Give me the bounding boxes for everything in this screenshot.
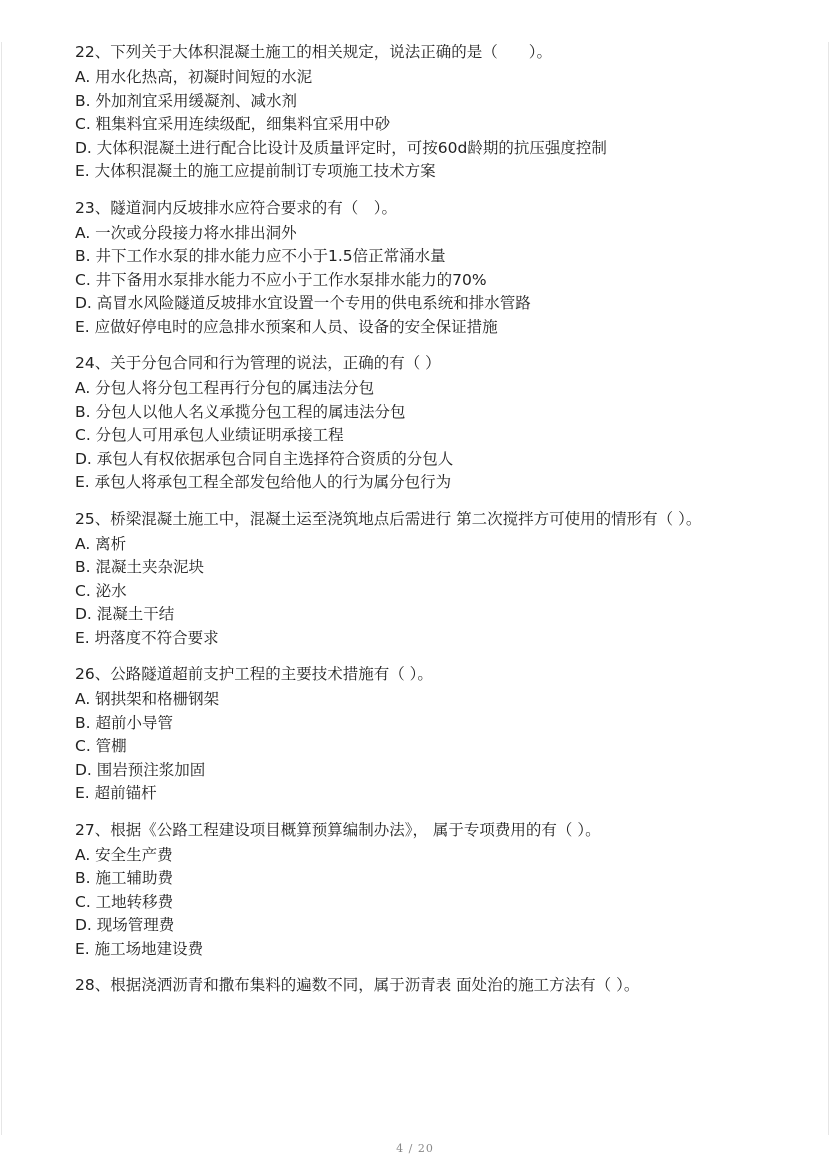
option-d: D. 现场管理费	[75, 916, 175, 934]
question-23	[75, 196, 735, 340]
option-a: A. 分包人将分包工程再行分包的属违法分包	[75, 379, 375, 397]
option-c: C. 分包人可用承包人业绩证明承接工程	[75, 426, 344, 444]
option-d: D. 混凝土干结	[75, 605, 175, 623]
option-c: C. 工地转移费	[75, 892, 174, 911]
option-b: B. 井下工作水泵的排水能力应不小于1.5倍正常涌水量	[75, 247, 446, 265]
option-c: C. 粗集料宜采用连续级配，细集料宜采用中砂	[75, 115, 391, 133]
option-c: C. 井下备用水泵排水能力不应小于工作水泵排水能力的70%	[75, 270, 487, 289]
option-c: C. 管棚	[75, 737, 127, 755]
option-a: A. 安全生产费	[75, 845, 173, 864]
option-e: E. 承包人将承包工程全部发包给他人的行为属分包行为	[75, 473, 452, 491]
question-25	[75, 507, 735, 651]
option-d: D. 高冒水风险隧道反坡排水宜设置一个专用的供电系统和排水管路	[75, 294, 531, 312]
option-e: E. 坍落度不符合要求	[75, 628, 219, 647]
option-d: D. 大体积混凝土进行配合比设计及质量评定时，可按60d龄期的抗压强度控制	[75, 138, 607, 157]
question-22	[75, 40, 735, 184]
option-c: C. 泌水	[75, 581, 127, 600]
question-stem: 27、根据《公路工程建设项目概算预算编制办法》， 属于专项费用的有（ ）。	[75, 820, 601, 839]
option-e: E. 大体积混凝土的施工应提前制订专项施工技术方案	[75, 162, 436, 180]
option-b: B. 超前小导管	[75, 713, 173, 732]
option-e: E. 应做好停电时的应急排水预案和人员、设备的安全保证措施	[75, 317, 498, 336]
question-list	[75, 40, 735, 1009]
question-27	[75, 818, 735, 962]
page-right-border	[828, 42, 829, 1135]
option-a: A. 一次或分段接力将水排出洞外	[75, 223, 297, 242]
option-d: D. 承包人有权依据承包合同自主选择符合资质的分包人	[75, 449, 454, 468]
option-d: D. 围岩预注浆加固	[75, 760, 206, 779]
option-a: A. 钢拱架和格栅钢架	[75, 690, 220, 708]
option-a: A. 用水化热高，初凝时间短的水泥	[75, 68, 313, 86]
page-number: 4 / 20	[396, 1142, 434, 1155]
question-stem: 22、下列关于大体积混凝土施工的相关规定，说法正确的是（ ）。	[75, 43, 552, 61]
option-b: B. 施工辅助费	[75, 869, 173, 887]
question-24	[75, 351, 735, 495]
option-e: E. 超前锚杆	[75, 784, 157, 802]
page-left-border	[1, 42, 2, 1135]
question-stem: 24、关于分包合同和行为管理的说法，正确的有（ ）	[75, 354, 441, 372]
question-stem: 23、隧道洞内反坡排水应符合要求的有（ ）。	[75, 198, 397, 217]
question-26	[75, 662, 735, 806]
option-b: B. 混凝土夹杂泥块	[75, 558, 204, 576]
option-b: B. 外加剂宜采用缓凝剂、减水剂	[75, 91, 297, 110]
question-stem: 28、根据浇洒沥青和撒布集料的遍数不同，属于沥青表 面处治的施工方法有（ ）。	[75, 976, 640, 994]
option-b: B. 分包人以他人名义承揽分包工程的属违法分包	[75, 402, 406, 421]
question-stem: 26、公路隧道超前支护工程的主要技术措施有（ ）。	[75, 665, 433, 683]
question-stem: 25、桥梁混凝土施工中，混凝土运至浇筑地点后需进行 第二次搅拌方可使用的情形有（ ）。	[75, 509, 702, 528]
question-28	[75, 973, 735, 997]
option-a: A. 离析	[75, 534, 127, 553]
option-e: E. 施工场地建设费	[75, 939, 204, 958]
